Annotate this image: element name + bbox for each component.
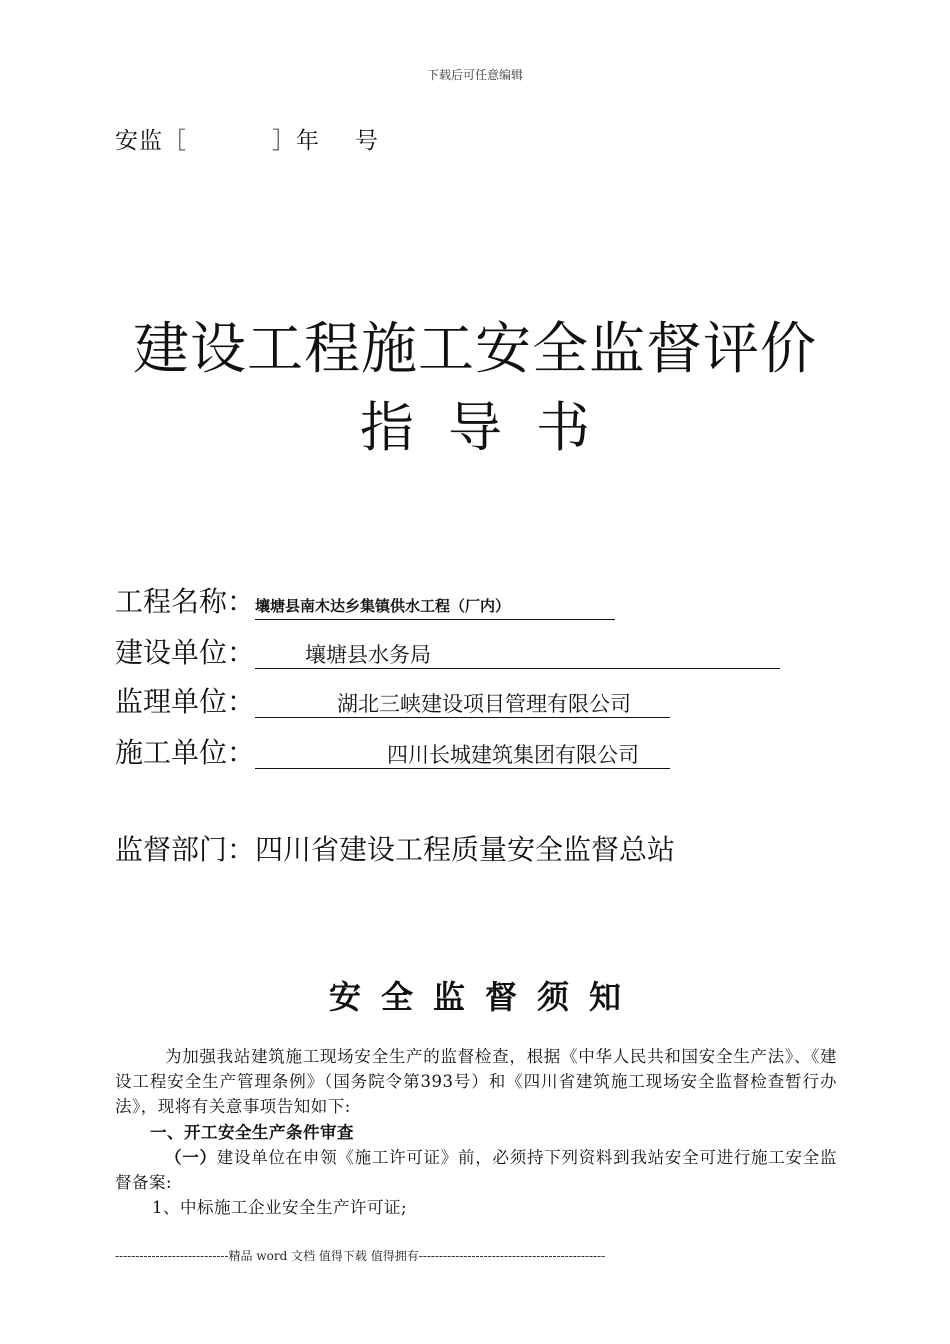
field-construction-unit [115,631,780,671]
notice-intro: 为加强我站建筑施工现场安全生产的监督检查，根据《中华人民共和国安全生产法》、《建设工程安全生产管理条例》（国务院令第393号）和《四川省建筑施工现场安全监督检查暂行办法》，现将有关意事项告知如下: [115,1047,837,1116]
field-label: 工程名称： [115,585,256,618]
supervision-label: 监督部门： [115,833,256,866]
field-label: 建设单位： [115,636,256,669]
supervision-department [115,828,675,868]
page-header: 下载后可任意编辑 [426,68,523,82]
document-title: 建设工程施工安全监督评价 [133,317,817,382]
page-footer: ----------------------------精品 word 文档 值得下载 值得拥有---------------------------------------------- [115,1249,606,1263]
field-label: 监理单位： [115,685,256,718]
doc-number-prefix: 安监［ [115,128,187,154]
field-value: 四川长城建筑集团有限公司 [255,742,670,769]
field-supervision-unit [115,680,670,720]
supervision-value: 四川省建设工程质量安全监督总站 [255,833,676,866]
field-value: 壤塘县南木达乡集镇供水工程（厂内） [255,593,615,620]
section-heading: 一、开工安全生产条件审查 [150,1123,354,1142]
doc-number-suffix: 号 [355,128,379,154]
field-project-name [115,580,615,620]
notice-title: 安全监督须知 [328,978,641,1016]
field-contractor-unit [115,731,670,771]
document-number [115,122,379,155]
subsection-paragraph [115,1145,837,1195]
field-value: 湖北三峡建设项目管理有限公司 [255,691,670,718]
subsection-label: （一） [165,1148,217,1167]
field-value: 壤塘县水务局 [255,642,780,669]
field-label: 施工单位： [115,736,256,769]
subsection-text: 建设单位在申领《施工许可证》前，必须持下列资料到我站安全可进行施工安全监督备案: [115,1148,838,1192]
list-item: 1、中标施工企业安全生产许可证; [152,1198,408,1217]
document-subtitle: 指导书 [360,396,624,459]
doc-number-year: ］年 [272,128,320,154]
